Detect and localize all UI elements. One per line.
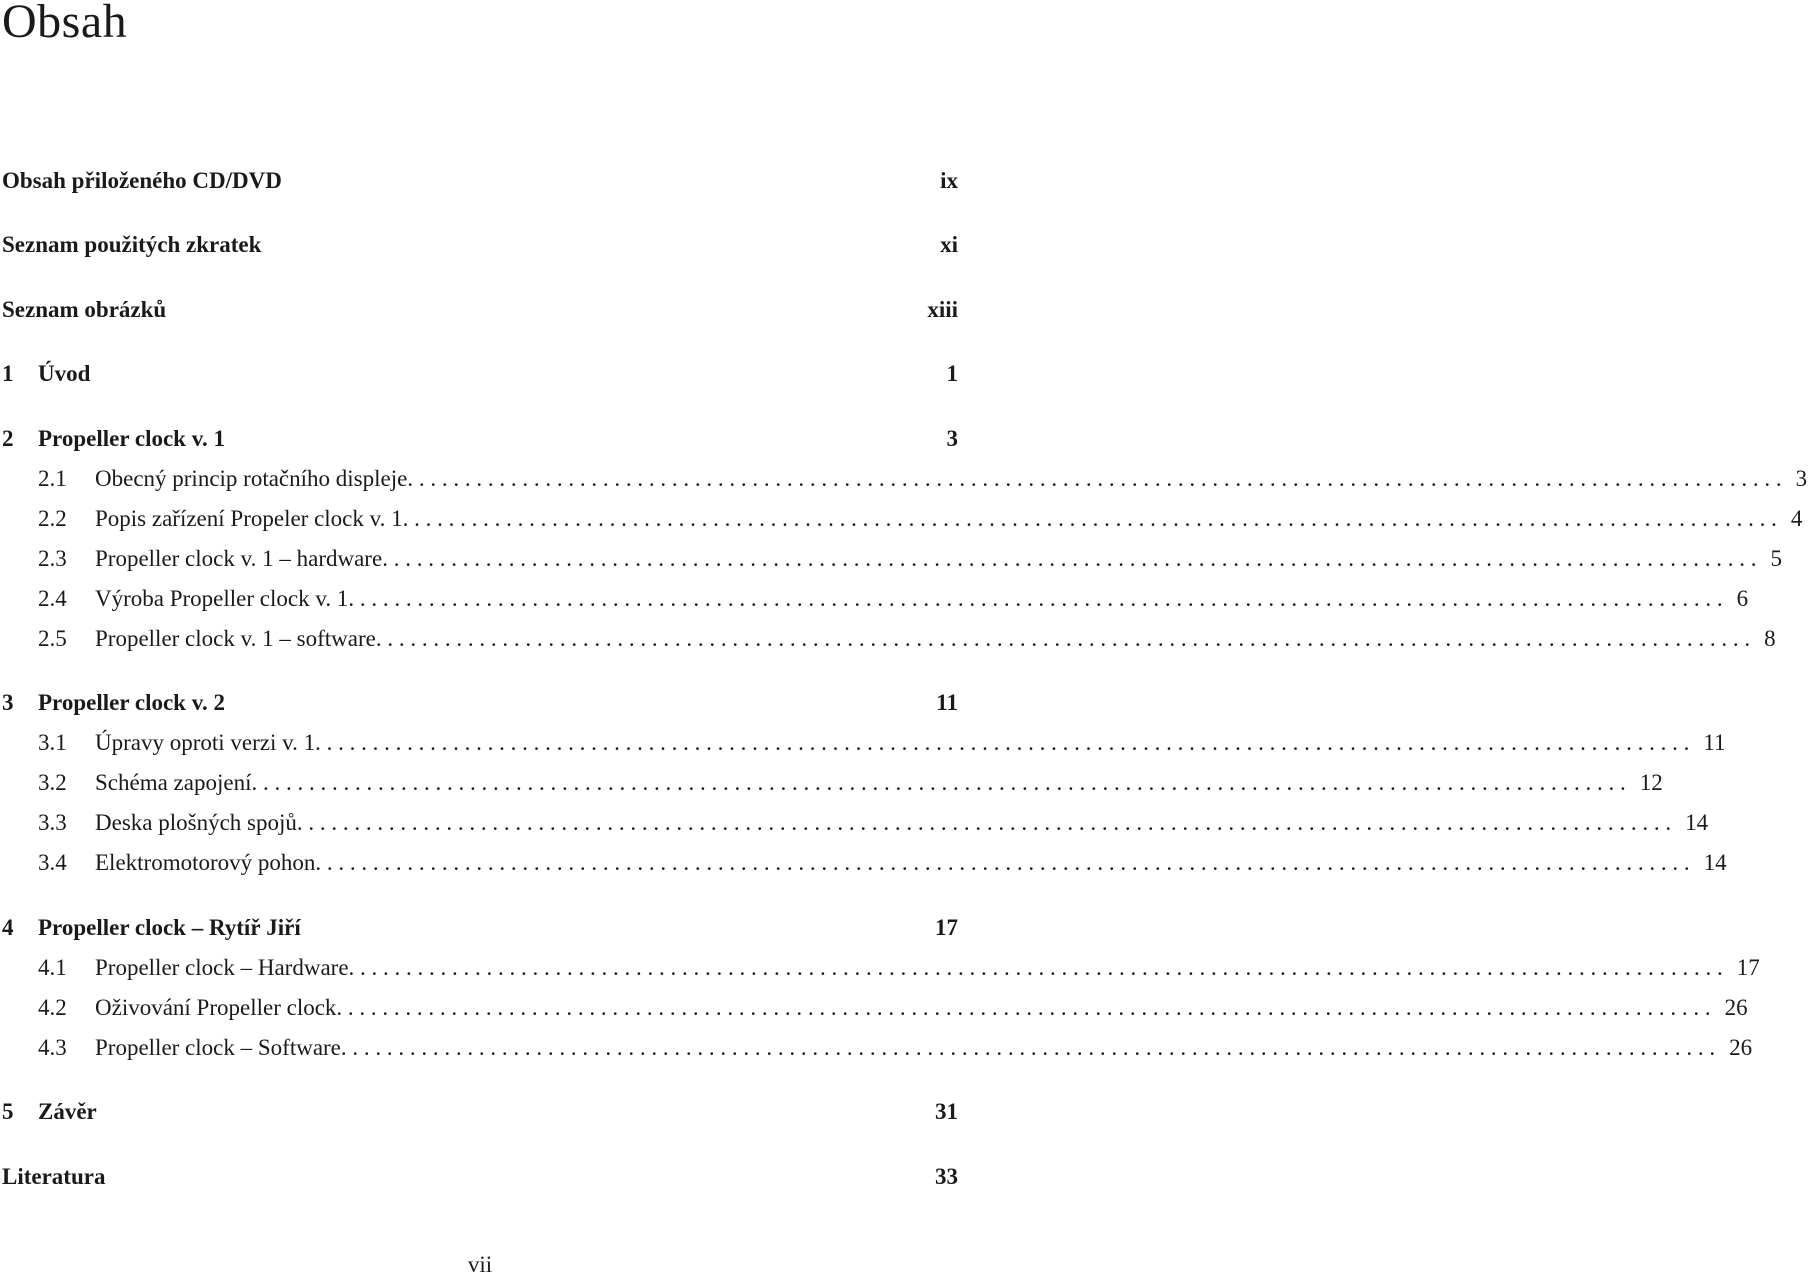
toc-section-number: 2.5	[38, 626, 67, 651]
dot-leader: . . . . . . . . . . . . . . . . . . . . . . . . . . . . . . . . . . . . . . . . . . . . . . . . . . . . . . . . . . . . . . . . . . . . . . . . . . . . . . . . . . . . . . . . . . . . . . . . . . . . . . . . . . . . . . . . . . . . . . . .	[407, 466, 1782, 491]
toc-entry-figures[interactable]	[0, 295, 960, 325]
toc-section-title: Úpravy oproti verzi v. 1	[95, 730, 316, 755]
toc-section-page: 26	[1729, 1035, 1753, 1060]
toc-chapter-5[interactable]	[0, 1097, 960, 1127]
dot-leader: . . . . . . . . . . . . . . . . . . . . . . . . . . . . . . . . . . . . . . . . . . . . . . . . . . . . . . . . . . . . . . . . . . . . . . . . . . . . . . . . . . . . . . . . . . . . . . . . . . . . . . . . . . . . . . . . . . . . . . . .	[315, 850, 1690, 875]
toc-section-page: 4	[1790, 506, 1803, 531]
toc-section-title: Popis zařízení Propeler clock v. 1	[95, 506, 403, 531]
toc-chapter-page: 11	[936, 690, 958, 715]
toc-section-4-1[interactable]	[0, 953, 1760, 983]
toc-entry-title: Seznam použitých zkratek	[2, 232, 262, 257]
toc-section-page: 14	[1703, 850, 1727, 875]
toc-section-2-4[interactable]	[0, 584, 1749, 614]
toc-chapter-title: Propeller clock v. 2	[38, 690, 225, 715]
toc-section-3-4[interactable]	[0, 848, 1727, 878]
dot-leader: . . . . . . . . . . . . . . . . . . . . . . . . . . . . . . . . . . . . . . . . . . . . . . . . . . . . . . . . . . . . . . . . . . . . . . . . . . . . . . . . . . . . . . . . . . . . . . . . . . . . . . . . . . . . . . . . . . . . . . . .	[348, 586, 1723, 611]
dot-leader: . . . . . . . . . . . . . . . . . . . . . . . . . . . . . . . . . . . . . . . . . . . . . . . . . . . . . . . . . . . . . . . . . . . . . . . . . . . . . . . . . . . . . . . . . . . . . . . . . . . . . . . . . . . . . . . . . . . . . . . .	[296, 810, 1672, 835]
toc-chapter-title: Propeller clock v. 1	[38, 426, 225, 451]
toc-section-page: 12	[1639, 770, 1663, 795]
toc-entry-page: ix	[940, 168, 958, 193]
toc-chapter-number: 4	[2, 915, 14, 940]
toc-chapter-number: 2	[2, 426, 14, 451]
toc-chapter-title: Závěr	[38, 1099, 97, 1124]
toc-entry-title: Literatura	[2, 1164, 106, 1189]
toc-section-number: 2.1	[38, 466, 67, 491]
toc-chapter-2[interactable]	[0, 424, 960, 454]
toc-section-number: 2.2	[38, 506, 67, 531]
toc-section-2-2[interactable]	[0, 504, 1803, 534]
dot-leader: . . . . . . . . . . . . . . . . . . . . . . . . . . . . . . . . . . . . . . . . . . . . . . . . . . . . . . . . . . . . . . . . . . . . . . . . . . . . . . . . . . . . . . . . . . . . . . . . . . . . . . . . . . . . . . . . . . . . . . . .	[251, 770, 1626, 795]
toc-section-2-1[interactable]	[0, 464, 1808, 494]
toc-section-2-3[interactable]	[0, 544, 1782, 574]
page-title: Obsah	[2, 0, 128, 48]
toc-section-number: 4.1	[38, 955, 67, 980]
toc-section-4-3[interactable]	[0, 1033, 1753, 1063]
dot-leader: . . . . . . . . . . . . . . . . . . . . . . . . . . . . . . . . . . . . . . . . . . . . . . . . . . . . . . . . . . . . . . . . . . . . . . . . . . . . . . . . . . . . . . . . . . . . . . . . . . . . . . . . . . . . . . . . . . . . . . . .	[382, 546, 1757, 571]
dot-leader: . . . . . . . . . . . . . . . . . . . . . . . . . . . . . . . . . . . . . . . . . . . . . . . . . . . . . . . . . . . . . . . . . . . . . . . . . . . . . . . . . . . . . . . . . . . . . . . . . . . . . . . . . . . . . . . . . . . . . . . .	[340, 1035, 1716, 1060]
toc-section-title: Propeller clock v. 1 – hardware	[95, 546, 383, 571]
toc-entry-literatura[interactable]	[0, 1162, 960, 1192]
dot-leader: . . . . . . . . . . . . . . . . . . . . . . . . . . . . . . . . . . . . . . . . . . . . . . . . . . . . . . . . . . . . . . . . . . . . . . . . . . . . . . . . . . . . . . . . . . . . . . . . . . . . . . . . . . . . . . . . . . . . . . . .	[348, 955, 1723, 980]
toc-entry-page: xiii	[927, 297, 958, 322]
toc-section-number: 3.2	[38, 770, 67, 795]
toc-section-number: 3.3	[38, 810, 67, 835]
toc-section-number: 3.4	[38, 850, 67, 875]
page-number: vii	[467, 1252, 493, 1277]
toc-section-page: 3	[1795, 466, 1808, 491]
dot-leader: . . . . . . . . . . . . . . . . . . . . . . . . . . . . . . . . . . . . . . . . . . . . . . . . . . . . . . . . . . . . . . . . . . . . . . . . . . . . . . . . . . . . . . . . . . . . . . . . . . . . . . . . . . . . . . . . . . . . . . . .	[336, 995, 1711, 1020]
toc-section-page: 14	[1685, 810, 1709, 835]
toc-section-page: 17	[1736, 955, 1760, 980]
toc-section-3-1[interactable]	[0, 728, 1726, 758]
toc-chapter-number: 3	[2, 690, 14, 715]
dot-leader: . . . . . . . . . . . . . . . . . . . . . . . . . . . . . . . . . . . . . . . . . . . . . . . . . . . . . . . . . . . . . . . . . . . . . . . . . . . . . . . . . . . . . . . . . . . . . . . . . . . . . . . . . . . . . . . . . . . . . . . .	[402, 506, 1777, 531]
toc-entry-title: Seznam obrázků	[2, 297, 167, 322]
toc-section-page: 6	[1736, 586, 1749, 611]
toc-section-page: 8	[1764, 626, 1776, 651]
toc-chapter-page: 17	[935, 915, 958, 940]
toc-chapter-3[interactable]	[0, 688, 960, 718]
toc-section-page: 5	[1770, 546, 1782, 571]
toc-chapter-page: 31	[935, 1099, 958, 1124]
toc-section-title: Schéma zapojení	[95, 770, 252, 795]
toc-section-page: 26	[1724, 995, 1748, 1020]
toc-section-title: Obecný princip rotačního displeje	[95, 466, 408, 491]
toc-section-3-2[interactable]	[0, 768, 1663, 798]
toc-chapter-title: Úvod	[38, 361, 91, 386]
toc-chapter-number: 1	[2, 361, 14, 386]
toc-section-title: Deska plošných spojů	[95, 810, 297, 835]
toc-section-number: 2.3	[38, 546, 67, 571]
toc-section-number: 2.4	[38, 586, 67, 611]
toc-chapter-4[interactable]	[0, 913, 960, 943]
toc-section-title: Propeller clock – Hardware	[95, 955, 349, 980]
toc-entry-page: xi	[940, 232, 958, 257]
toc-chapter-page: 1	[946, 361, 958, 386]
toc-section-2-5[interactable]	[0, 624, 1776, 654]
toc-section-title: Propeller clock – Software	[95, 1035, 341, 1060]
toc-entry-page: 33	[935, 1164, 958, 1189]
toc-entry-cd-dvd[interactable]	[0, 166, 960, 196]
toc-entry-abbreviations[interactable]	[0, 230, 960, 260]
toc-chapter-title: Propeller clock – Rytíř Jiří	[38, 915, 301, 940]
toc-section-page: 11	[1703, 730, 1726, 755]
dot-leader: . . . . . . . . . . . . . . . . . . . . . . . . . . . . . . . . . . . . . . . . . . . . . . . . . . . . . . . . . . . . . . . . . . . . . . . . . . . . . . . . . . . . . . . . . . . . . . . . . . . . . . . . . . . . . . . . . . . . . . . .	[375, 626, 1751, 651]
toc-section-title: Oživování Propeller clock	[95, 995, 337, 1020]
toc-section-title: Elektromotorový pohon	[95, 850, 316, 875]
toc-chapter-page: 3	[946, 426, 958, 451]
toc-chapter-1[interactable]	[0, 359, 960, 389]
toc-entry-title: Obsah přiloženého CD/DVD	[2, 168, 282, 193]
dot-leader: . . . . . . . . . . . . . . . . . . . . . . . . . . . . . . . . . . . . . . . . . . . . . . . . . . . . . . . . . . . . . . . . . . . . . . . . . . . . . . . . . . . . . . . . . . . . . . . . . . . . . . . . . . . . . . . . . . . . . . . .	[315, 730, 1690, 755]
toc-section-3-3[interactable]	[0, 808, 1709, 838]
toc-section-number: 4.2	[38, 995, 67, 1020]
toc-section-title: Propeller clock v. 1 – software	[95, 626, 376, 651]
toc-chapter-number: 5	[2, 1099, 14, 1124]
toc-section-4-2[interactable]	[0, 993, 1748, 1023]
toc-section-number: 4.3	[38, 1035, 67, 1060]
toc-section-title: Výroba Propeller clock v. 1	[95, 586, 349, 611]
toc-section-number: 3.1	[38, 730, 67, 755]
